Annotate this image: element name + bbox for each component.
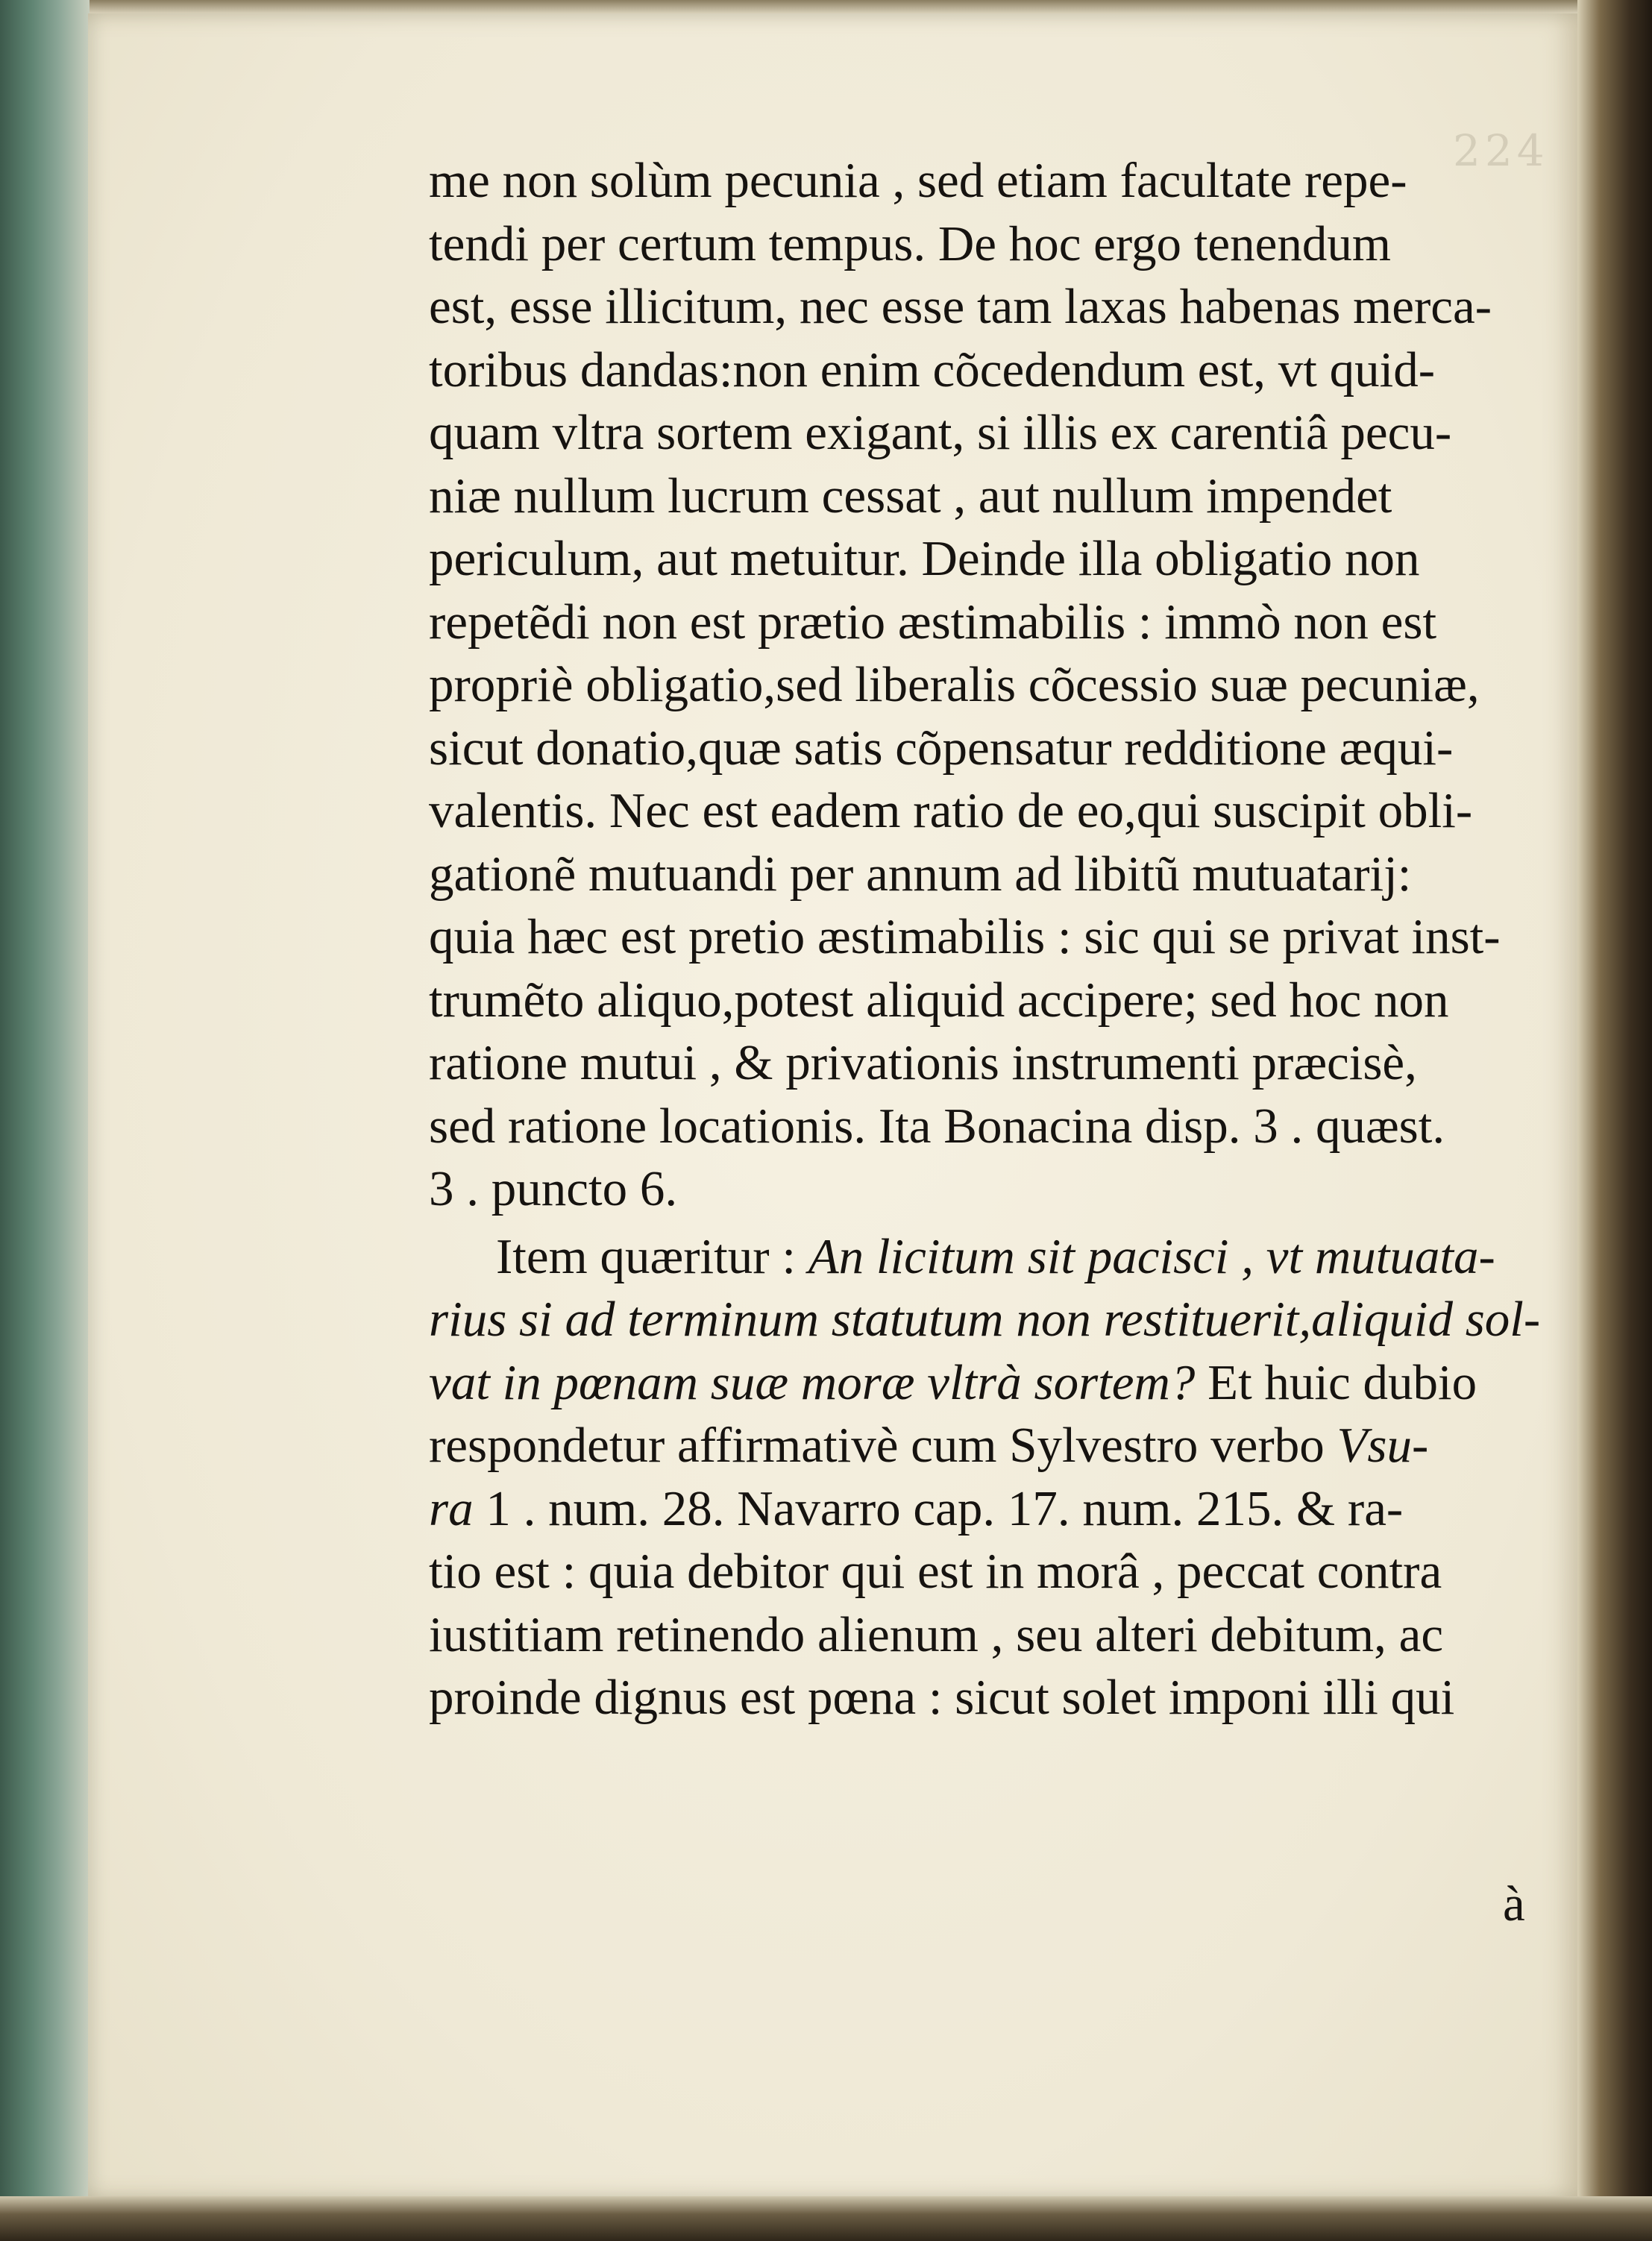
text-line: [429, 1031, 1533, 1095]
italic-text-segment: rius si ad terminum statutum non restituerit,aliquid sol-: [429, 1292, 1541, 1347]
text-line: [429, 653, 1533, 717]
text-line: [429, 1288, 1541, 1351]
catchword: à: [1503, 1876, 1525, 1932]
text-segment: periculum, aut metuitur. Deinde illa obligatio non: [429, 531, 1420, 586]
text-line: [429, 591, 1533, 654]
text-segment: iustitiam retinendo alienum , seu alteri debitum, ac: [429, 1606, 1444, 1662]
text-segment: ratione mutui , & privationis instrumenti præcisè,: [429, 1035, 1417, 1090]
text-line: [429, 1095, 1533, 1158]
text-segment: toribus dandas:non enim cõcedendum est, vt quid-: [429, 342, 1436, 397]
text-segment: respondetur affirmativè cum Sylvestro verbo: [429, 1418, 1337, 1473]
text-segment: tio est : quia debitor qui est in morâ , peccat contra: [429, 1544, 1442, 1599]
text-line: [429, 969, 1533, 1032]
text-line: [429, 1351, 1533, 1415]
text-line: [429, 465, 1533, 528]
italic-text-segment: Vsu-: [1337, 1418, 1429, 1473]
text-segment: 1 . num. 28. Navarro cap. 17. num. 215. & ra-: [473, 1480, 1404, 1536]
text-segment: trumẽto aliquo,potest aliquid accipere; sed hoc non: [429, 972, 1449, 1028]
text-segment: quam vltra sortem exigant, si illis ex carentiâ pecu-: [429, 405, 1452, 460]
italic-text-segment: vat in pœnam suæ moræ vltrà sortem?: [429, 1354, 1196, 1410]
text-segment: proinde dignus est pœna : sicut solet imponi illi qui: [429, 1670, 1455, 1725]
text-line: [429, 1225, 1533, 1289]
text-line: [429, 779, 1533, 843]
text-segment: Et huic dubio: [1195, 1354, 1477, 1410]
text-segment: me non solùm pecunia , sed etiam facultate repe-: [429, 153, 1407, 208]
text-segment: 3 . puncto 6.: [429, 1161, 678, 1216]
text-line: [429, 1414, 1533, 1477]
text-line: [429, 905, 1533, 969]
text-segment: gationẽ mutuandi per annum ad libitũ mutuatarij:: [429, 846, 1412, 902]
bottom-shadow: [0, 2196, 1652, 2241]
text-line: [429, 275, 1533, 339]
text-segment: niæ nullum lucrum cessat , aut nullum impendet: [429, 468, 1392, 524]
book-fore-edge: [0, 0, 89, 2241]
italic-text-segment: An licitum sit pacisci , vt mutuata-: [808, 1228, 1495, 1284]
text-line: [429, 843, 1533, 906]
text-line: [429, 339, 1533, 402]
text-line: [429, 527, 1533, 591]
text-segment: repetẽdi non est prætio æstimabilis : immò non est: [429, 594, 1437, 650]
page-number-ghost: 224: [1453, 125, 1549, 176]
text-segment: Item quæritur :: [496, 1228, 808, 1284]
italic-text-segment: ra: [429, 1480, 474, 1536]
body-text: [429, 149, 1541, 1729]
text-line: [429, 1477, 1533, 1541]
text-segment: tendi per certum tempus. De hoc ergo tenendum: [429, 216, 1391, 271]
text-line: [429, 1666, 1533, 1729]
text-line: [429, 149, 1533, 213]
text-line: [429, 717, 1533, 780]
book-binding: [1577, 0, 1652, 2241]
text-segment: propriè obligatio,sed liberalis cõcessio suæ pecuniæ,: [429, 657, 1480, 712]
text-segment: sicut donatio,quæ satis cõpensatur redditione æqui-: [429, 720, 1454, 776]
text-line: [429, 1603, 1533, 1667]
text-line: [429, 401, 1533, 465]
text-segment: quia hæc est pretio æstimabilis : sic qui se privat inst-: [429, 909, 1501, 964]
text-segment: valentis. Nec est eadem ratio de eo,qui suscipit obli-: [429, 783, 1473, 838]
text-line: [429, 1157, 1533, 1221]
text-line: [429, 1540, 1533, 1603]
text-line: [429, 213, 1533, 276]
text-segment: est, esse illicitum, nec esse tam laxas habenas merca-: [429, 279, 1492, 334]
text-segment: sed ratione locationis. Ita Bonacina disp. 3 . quæst.: [429, 1098, 1445, 1154]
